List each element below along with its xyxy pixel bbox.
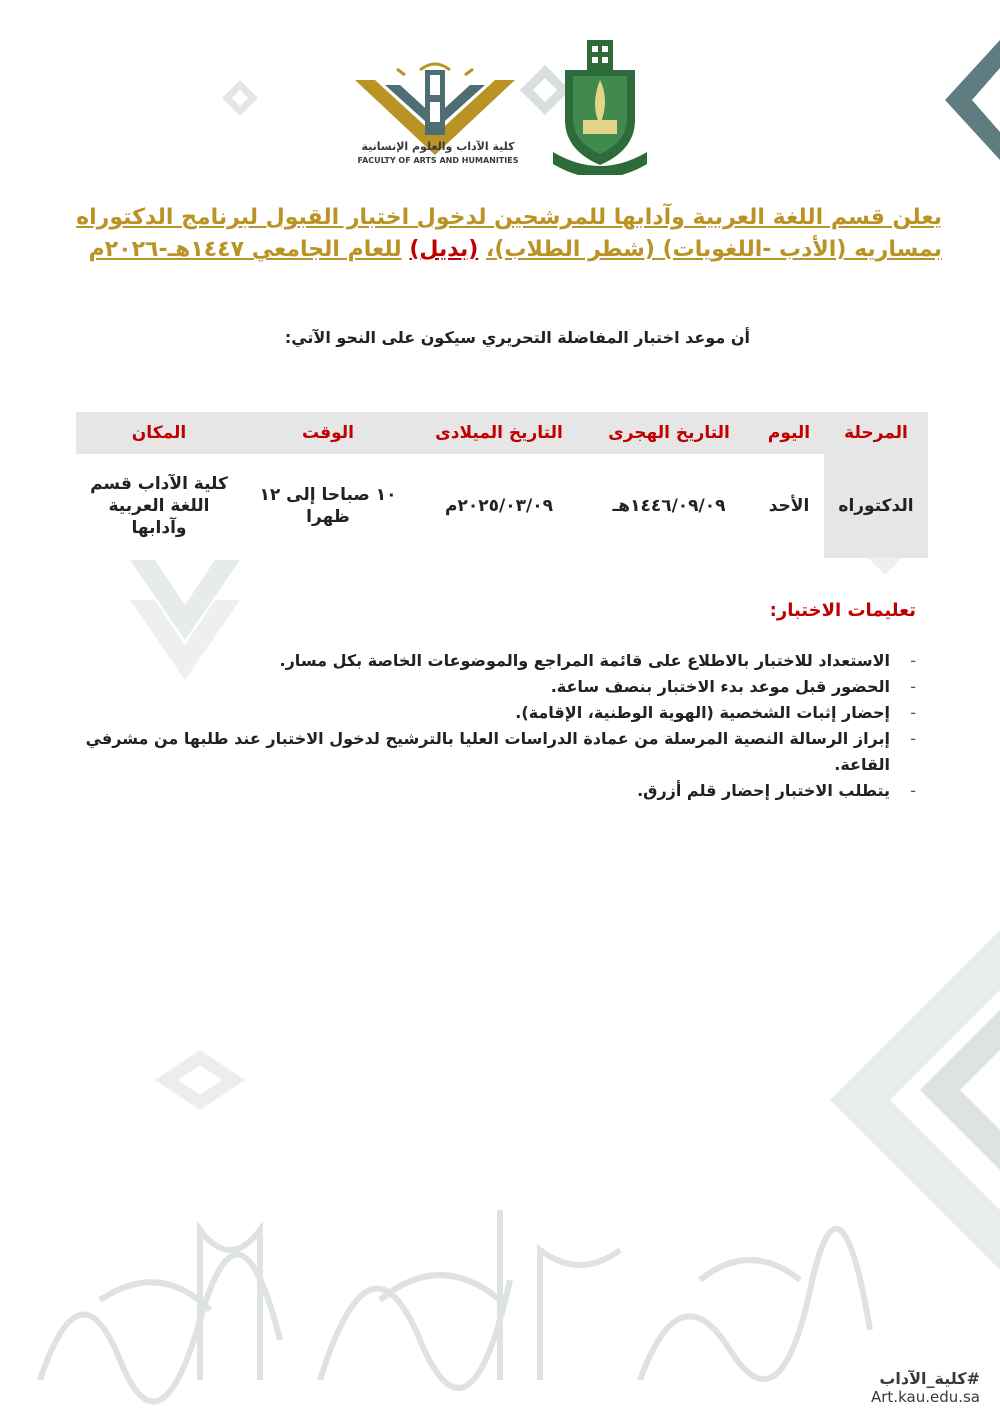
headline-year: للعام الجامعي ١٤٤٧هـ-٢٠٢٦م <box>88 237 402 262</box>
list-item: - الحضور قبل موعد بدء الاختبار بنصف ساعة. <box>84 674 916 700</box>
kau-seal-logo <box>545 40 655 175</box>
cell-hijri-date: ١٤٤٦/٠٩/٠٩هـ <box>612 496 726 516</box>
bullet-dash: - <box>910 703 916 722</box>
cell-stage: الدكتوراه <box>824 454 928 558</box>
cell-place: كلية الآداب قسم اللغة العربية وآدابها <box>90 474 228 538</box>
header-place: المكان <box>76 412 242 454</box>
cell-day: الأحد <box>768 496 810 516</box>
headline-line-1: يعلن قسم اللغة العربية وآدابها للمرشحين لدخول اختبار القبول لبرنامج الدكتوراه <box>76 205 942 230</box>
headline-alternate-tag: (بديل) <box>409 237 479 262</box>
header-time: الوقت <box>242 412 414 454</box>
cell-gregorian-date: ٢٠٢٥/٠٣/٠٩م <box>445 496 553 516</box>
header-stage: المرحلة <box>824 412 928 454</box>
footer-hashtag[interactable]: #كلية_الآداب <box>879 1369 980 1388</box>
schedule-intro: أن موعد اختبار المفاضلة التحريري سيكون على النحو الآتي: <box>284 328 750 347</box>
faculty-name-arabic: كلية الآداب والعلوم الإنسانية <box>361 140 515 153</box>
list-item: - إبراز الرسالة النصية المرسلة من عمادة الدراسات العليا بالترشيح لدخول الاختبار عند طلبها من مشرفي القاعة. <box>84 726 916 778</box>
list-item: - الاستعداد للاختبار بالاطلاع على قائمة المراجع والموضوعات الخاصة بكل مسار. <box>84 648 916 674</box>
instructions-list <box>84 648 916 804</box>
bullet-dash: - <box>910 651 916 670</box>
footer <box>820 1369 980 1406</box>
table-row <box>76 454 928 558</box>
exam-schedule-table <box>76 412 928 558</box>
faculty-name-english: FACULTY OF ARTS AND HUMANITIES <box>357 156 519 165</box>
announcement-headline <box>62 202 942 266</box>
logos-area <box>345 40 645 180</box>
footer-website-link[interactable]: Art.kau.edu.sa <box>871 1388 980 1406</box>
header-hijri-date: التاريخ الهجرى <box>584 412 754 454</box>
table-header-row <box>76 412 928 454</box>
header-day: اليوم <box>754 412 824 454</box>
headline-programs: بمساريه (الأدب -اللغويات) (شطر الطلاب)، <box>485 237 942 262</box>
bullet-dash: - <box>910 677 916 696</box>
instructions-title: تعليمات الاختبار: <box>769 600 916 621</box>
bullet-dash: - <box>910 729 916 748</box>
bullet-dash: - <box>910 781 916 800</box>
list-item: - إحضار إثبات الشخصية (الهوية الوطنية، الإقامة). <box>84 700 916 726</box>
headline-line-2 <box>62 234 942 266</box>
list-item: - يتطلب الاختبار إحضار قلم أزرق. <box>84 778 916 804</box>
header-gregorian-date: التاريخ الميلادى <box>414 412 584 454</box>
cell-time: ١٠ صباحا إلى ١٢ ظهرا <box>259 485 397 527</box>
